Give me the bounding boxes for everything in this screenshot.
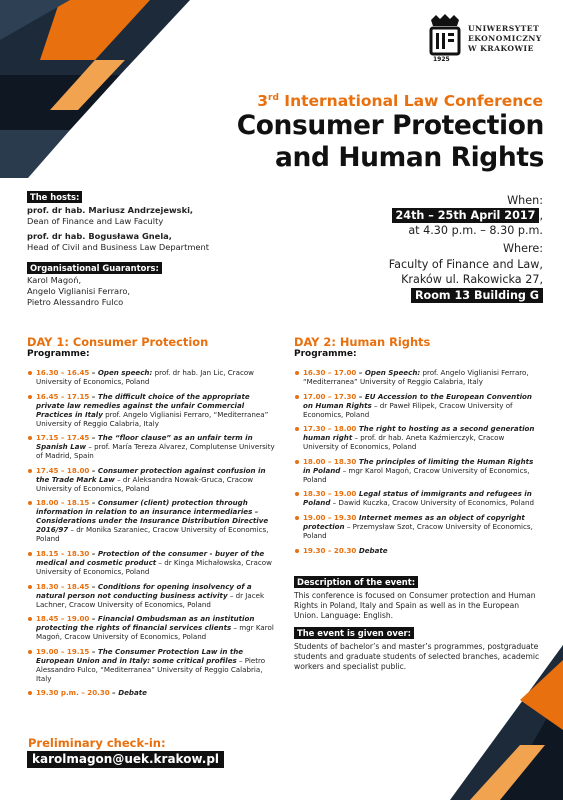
event-dates: 24th – 25th April 2017 xyxy=(392,208,540,223)
session-title: – EU Accession to the European Convention on Human Rights xyxy=(303,391,532,410)
day-1-session-item xyxy=(27,433,275,460)
checkin-label: Preliminary check-in: xyxy=(28,736,166,750)
host-1-name: prof. dr hab. Mariusz Andrzejewski, xyxy=(27,205,194,215)
university-name-line-3: W KRAKOWIE xyxy=(468,44,534,53)
conference-name: International Law Conference xyxy=(278,92,543,110)
conference-ordinal: 3 xyxy=(257,92,269,110)
session-title: Internet memes as an object of copyright protection xyxy=(303,512,525,531)
day-1-session-item xyxy=(27,498,275,543)
venue-room: Room 13 Building G xyxy=(411,288,543,304)
audience-text: Students of bachelor’s and master’s programmes, postgraduate students and graduate students of selected branches, academic workers and specialist public. xyxy=(294,642,540,671)
session-time: 16.45 – 17.15 xyxy=(36,391,90,401)
guarantor-2: Angelo Viglianisi Ferraro, xyxy=(27,286,131,296)
day-2-programme xyxy=(294,336,542,560)
session-speaker: – dr Monika Szaraniec, Cracow University of Economics, Poland xyxy=(36,525,269,544)
day-2-session-item xyxy=(294,424,542,451)
where-label: Where: xyxy=(502,242,543,255)
day-2-session-item xyxy=(294,368,542,386)
day-1-session-item xyxy=(27,549,275,576)
day-1-session-item xyxy=(27,368,275,386)
session-speaker: – dr Kinga Michałowska, Cracow University of Economics, Poland xyxy=(36,557,272,576)
session-title: Debate xyxy=(356,545,388,555)
session-speaker: prof. Angelo Viglianisi Ferraro, “Mediterranea” University of Reggio Calabria, Italy xyxy=(36,409,269,428)
when-section: When: 24th – 25th April 2017 , at 4.30 p.m. – 8.30 p.m. xyxy=(392,193,544,238)
description-label: Description of the event: xyxy=(294,576,418,588)
session-time: 18.00 – 18.30 xyxy=(303,456,357,466)
day-1-list xyxy=(27,368,275,697)
where-section xyxy=(389,241,543,303)
day-2-list xyxy=(294,368,542,555)
session-time: 19.00 – 19.30 xyxy=(303,512,357,522)
session-title: – The Consumer Protection Law in the European Union and in Italy: some critical profiles xyxy=(36,646,244,665)
day-1-heading: DAY 1: Consumer Protection xyxy=(27,335,209,349)
session-time: 18.00 – 18.15 xyxy=(36,498,90,508)
session-speaker: – dr Paweł Filipek, Cracow University of Economics, Poland xyxy=(303,400,513,419)
audience-section xyxy=(294,627,540,672)
session-title: – Consumer (client) protection through information in relation to an insurance intermediaries – Considerations under the Insurance Distribution Directive 2016/97 xyxy=(36,498,269,535)
session-time: 17.45 – 18.00 xyxy=(36,465,90,475)
day-1-session-item xyxy=(27,614,275,641)
conference-subtitle xyxy=(257,92,543,110)
logo-year: 1925 xyxy=(433,56,450,63)
session-speaker: prof. dr hab. Jan Lic, Cracow University of Economics, Poland xyxy=(36,368,254,386)
day-2-session-item xyxy=(294,392,542,419)
venue-line-2: Kraków ul. Rakowicka 27, xyxy=(401,273,543,286)
session-speaker: prof. Angelo Viglianisi Ferraro, “Mediterranea” University of Reggio Calabria, Italy xyxy=(303,368,529,386)
session-speaker: – Przemysław Szot, Cracow University of Economics, Poland xyxy=(303,521,533,540)
session-speaker: – dr Jacek Lachner, Cracow University of Economics, Poland xyxy=(36,590,265,609)
day-1-session-item xyxy=(27,688,275,697)
day-1-session-item xyxy=(27,647,275,683)
session-title: – Open Speech: xyxy=(356,368,421,377)
venue-line-1: Faculty of Finance and Law, xyxy=(388,257,543,271)
day-2-session-item xyxy=(294,546,542,555)
session-title: – The difficult choice of the appropriate private law remedies against the unfair Commercial Practices in Italy xyxy=(36,391,250,419)
session-title: – Conditions for opening insolvency of a natural person not conducting business activity xyxy=(36,581,252,600)
host-1-role: Dean of Finance and Law Faculty xyxy=(27,215,164,226)
hosts-section xyxy=(27,191,267,252)
title-line-2: and Human Rights xyxy=(275,142,544,173)
session-time: 18.30 – 19.00 xyxy=(303,489,357,499)
session-title: – Debate xyxy=(109,688,147,698)
session-time: 16.30 – 17.00 xyxy=(303,368,357,377)
audience-label: The event is given over: xyxy=(294,627,414,639)
guarantors-label: Organisational Guarantors: xyxy=(27,262,162,274)
guarantor-3: Pietro Alessandro Fulco xyxy=(27,297,124,307)
session-time: 17.30 – 18.00 xyxy=(303,424,357,434)
day-1-session-item xyxy=(27,466,275,493)
page-title xyxy=(237,110,544,174)
session-speaker: – prof. María Tereza Alvarez, Complutense University of Madrid, Spain xyxy=(36,442,275,461)
day-2-session-item xyxy=(294,513,542,540)
session-time: 18.45 – 19.00 xyxy=(36,614,90,624)
session-title: Legal status of immigrants and refugees in Poland xyxy=(303,489,532,508)
session-speaker: – mgr Karol Magoń, Cracow University of Economics, Poland xyxy=(36,623,274,642)
session-title: – Financial Ombudsman as an institution protecting the rights of financial services clients xyxy=(36,614,255,633)
session-time: 18.30 – 18.45 xyxy=(36,581,90,591)
session-time: 19.30 p.m. – 20.30 xyxy=(36,688,110,698)
day-2-heading: DAY 2: Human Rights xyxy=(294,335,431,349)
session-title: – Protection of the consumer - buyer of the medical and cosmetic product xyxy=(36,548,265,567)
session-title: – Consumer protection against confusion in the Trade Mark Law xyxy=(36,465,266,484)
university-name xyxy=(468,24,542,54)
guarantor-1: Karol Magoń, xyxy=(27,275,82,285)
description-section xyxy=(294,576,540,621)
session-time: 17.00 – 17.30 xyxy=(303,391,357,401)
host-2-role: Head of Civil and Business Law Department xyxy=(27,241,210,252)
session-time: 19.30 – 20.30 xyxy=(303,545,357,555)
day-1-session-item xyxy=(27,392,275,428)
description-text: This conference is focused on Consumer protection and Human Rights in Poland, Italy and Spain as well as in the European Union. Language: English. xyxy=(294,591,536,620)
session-title: The principles of limiting the Human Rights in Poland xyxy=(303,456,534,475)
day-2-session-item xyxy=(294,489,542,507)
session-time: 16.30 – 16.45 xyxy=(36,368,90,377)
session-title: – The “floor clause” as an unfair term in Spanish Law xyxy=(36,433,253,452)
session-time: 19.00 – 19.15 xyxy=(36,646,90,656)
university-name-line-2: EKONOMICZNY xyxy=(468,34,542,43)
university-logo xyxy=(428,14,548,74)
session-speaker: – prof. dr hab. Aneta Kaźmierczyk, Cracow University of Economics, Poland xyxy=(303,433,505,452)
checkin-email-link[interactable]: karolmagon@uek.krakow.pl xyxy=(27,751,224,768)
university-name-line-1: UNIWERSYTET xyxy=(468,24,540,33)
day-1-programme-label: Programme: xyxy=(27,349,90,359)
session-title: The right to hosting as a second generation human right xyxy=(303,424,535,443)
session-speaker: – dr Aleksandra Nowak-Gruca, Cracow University of Economics, Poland xyxy=(36,474,254,493)
day-1-programme xyxy=(27,336,275,703)
when-label: When: xyxy=(507,194,543,207)
day-1-session-item xyxy=(27,582,275,609)
day-2-session-item xyxy=(294,457,542,484)
host-2-name: prof. dr hab. Bogusława Gnela, xyxy=(27,231,172,241)
session-speaker: – mgr Karol Magoń, Cracow University of Economics, Poland xyxy=(303,465,530,484)
session-time: 17.15 – 17.45 xyxy=(36,433,90,443)
session-speaker: – Dawid Kuczka, Cracow University of Economics, Poland xyxy=(330,498,534,508)
conference-ordinal-suffix: rd xyxy=(268,92,279,103)
guarantors-section xyxy=(27,262,267,308)
title-line-1: Consumer Protection xyxy=(236,110,544,141)
event-time: at 4.30 p.m. – 8.30 p.m. xyxy=(408,224,543,237)
day-2-programme-label: Programme: xyxy=(294,349,357,359)
session-speaker: – Pietro Alessandro Fulco, “Mediterranea” University of Reggio Calabria, Italy xyxy=(36,655,266,683)
hosts-label: The hosts: xyxy=(27,191,82,203)
session-title: – Open speech: xyxy=(89,368,153,377)
session-time: 18.15 – 18.30 xyxy=(36,548,90,558)
